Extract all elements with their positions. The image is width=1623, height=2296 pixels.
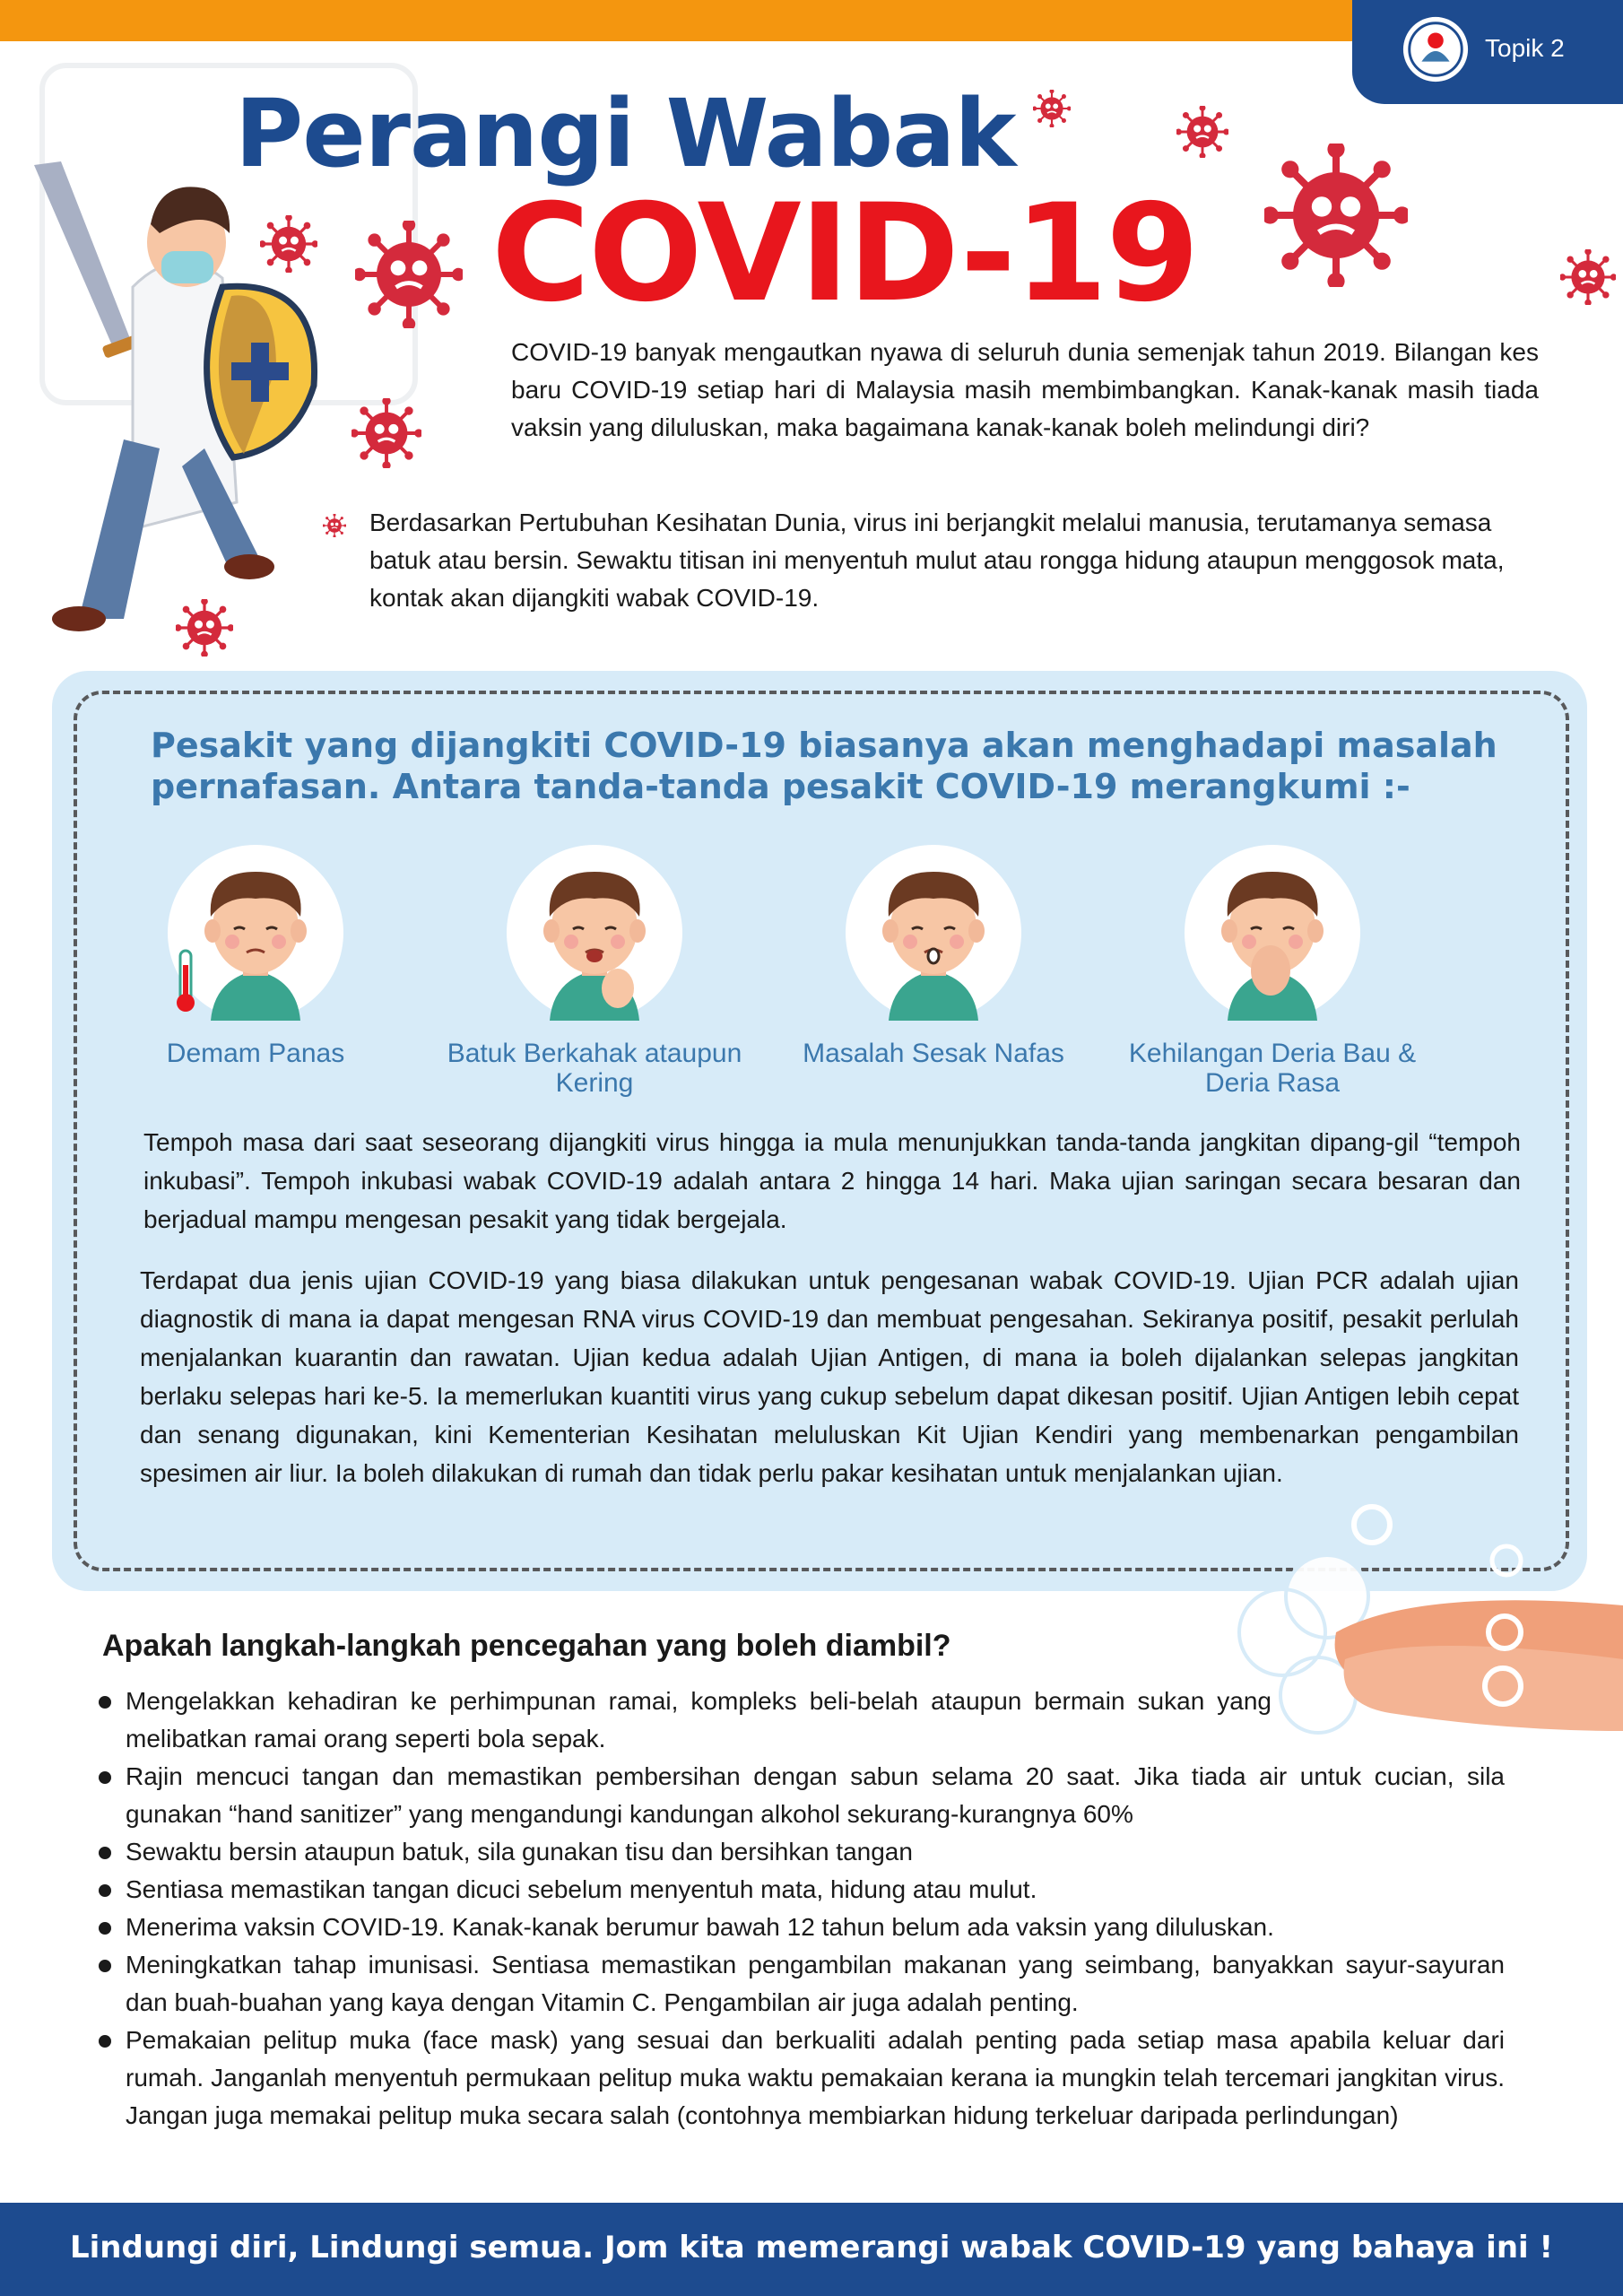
title-line-2: COVID-19: [491, 176, 1198, 332]
symptoms-heading: Pesakit yang dijangkiti COVID-19 biasanya akan menghadapi masalah pernafasan. Antara tanda-tanda pesakit COVID-19 merangkumi :-: [151, 726, 1497, 806]
symptom-card: [86, 845, 425, 1068]
symptom-card: [425, 845, 764, 1098]
who-transmission-note: Berdasarkan Pertubuhan Kesihatan Dunia, virus ini berjangkit melalui manusia, terutamanya semasa batuk atau bersin. Sewaktu titisan ini menyentuh mulut atau rongga hidung ataupun menggosok mata, kontak akan dijangkiti wabak COVID-19.: [369, 509, 1505, 612]
prevention-item: Menerima vaksin COVID-19. Kanak-kanak berumur bawah 12 tahun belum ada vaksin yang diluluskan.: [99, 1909, 1505, 1946]
fever-boy-icon: [168, 845, 343, 1021]
virus-icon: [1033, 90, 1071, 127]
symptom-card: [1103, 845, 1442, 1098]
symptom-label: Demam Panas: [166, 1039, 345, 1068]
title-line-1: Perangi Wabak: [235, 79, 1016, 188]
topic-label: Topik 2: [1485, 34, 1565, 62]
prevention-item: Sewaktu bersin ataupun batuk, sila gunakan tisu dan bersihkan tangan: [99, 1833, 1505, 1871]
symptom-illustration: [507, 845, 682, 1021]
prevention-list: [99, 1683, 1505, 2135]
organization-logo-icon: [1401, 14, 1471, 84]
symptom-illustration: [168, 845, 343, 1021]
incubation-paragraph: Tempoh masa dari saat seseorang dijangkiti virus hingga ia mula menunjukkan tanda-tanda jangkitan dipang-gil “tempoh inkubasi”. Tempoh inkubasi wabak COVID-19 adalah antara 2 hingga 14 hari. Maka ujian saringan secara besaran dan berjadual mampu mengesan pesakit yang tidak bergejala.: [143, 1128, 1521, 1233]
symptom-illustration: [846, 845, 1021, 1021]
virus-icon: [1176, 106, 1228, 158]
symptom-label: Batuk Berkahak ataupun Kering: [447, 1039, 742, 1098]
prevention-item: Sentiasa memastikan tangan dicuci sebelum menyentuh mata, hidung atau mulut.: [99, 1871, 1505, 1909]
prevention-item: Mengelakkan kehadiran ke perhimpunan ramai, kompleks beli-belah ataupun bermain sukan yang melibatkan ramai orang seperti bola sepak.: [99, 1683, 1271, 1758]
loss-of-smell-boy-icon: [1185, 845, 1360, 1021]
virus-icon: [352, 398, 421, 468]
virus-icon: [1264, 144, 1408, 287]
symptom-card: [764, 845, 1103, 1068]
prevention-heading: Apakah langkah-langkah pencegahan yang boleh diambil?: [102, 1629, 951, 1663]
tests-paragraph: Terdapat dua jenis ujian COVID-19 yang biasa dilakukan untuk pengesanan wabak COVID-19. Ujian PCR adalah ujian diagnostik di mana ia dapat mengesan RNA virus COVID-19 dan membuat pengesahan. Sekiranya positif, pesakit perlulah menjalankan kuarantin dan rawatan. Ujian kedua adalah Ujian Antigen, di mana ia boleh dijalankan selepas jangkitan berlaku selepas hari ke-5. Ia memerlukan kuantiti virus yang cukup sebelum dapat dikesan positif. Ujian Antigen lebih cepat dan senang digunakan, kini Kementerian Kesihatan meluluskan Kit Ujian Kendiri yang membenarkan pengambilan spesimen air liur. Ia boleh dilakukan di rumah dan tidak perlu pakar kesihatan untuk menjalankan ujian.: [140, 1266, 1519, 1487]
virus-icon: [355, 221, 463, 328]
intro-paragraph: COVID-19 banyak mengautkan nyawa di seluruh dunia semenjak tahun 2019. Bilangan kes baru COVID-19 setiap hari di Malaysia masih membimbangkan. Kanak-kanak masih tiada vaksin yang diluluskan, maka bagaimana kanak-kanak boleh melindungi diri?: [511, 338, 1539, 441]
cough-boy-icon: [507, 845, 682, 1021]
prevention-item: Meningkatkan tahap imunisasi. Sentiasa memastikan pengambilan makanan yang seimbang, banyakkan sayur-sayuran dan buah-buahan yang kaya dengan Vitamin C. Pengambilan air juga adalah penting.: [99, 1946, 1505, 2022]
symptom-illustration: [1185, 845, 1360, 1021]
virus-icon: [1560, 249, 1616, 305]
breathless-boy-icon: [846, 845, 1021, 1021]
prevention-item: Pemakaian pelitup muka (face mask) yang sesuai dan berkualiti adalah penting pada setiap masa apabila keluar dari rumah. Janganlah menyentuh permukaan pelitup muka waktu pemakaian kerana ia mungkin telah tercemari jangkitan virus. Jangan juga memakai pelitup muka secara salah (contohnya membiarkan hidung terkeluar daripada perlindungan): [99, 2022, 1505, 2135]
doctor-hero-illustration: [25, 152, 330, 637]
top-orange-bar: [0, 0, 1354, 41]
symptom-label: Kehilangan Deria Bau & Deria Rasa: [1128, 1039, 1417, 1098]
footer-slogan: Lindungi diri, Lindungi semua. Jom kita memerangi wabak COVID-19 yang bahaya ini !: [69, 2230, 1554, 2266]
virus-bullet-icon: [323, 514, 346, 537]
symptom-label: Masalah Sesak Nafas: [803, 1039, 1064, 1068]
prevention-item: Rajin mencuci tangan dan memastikan pembersihan dengan sabun selama 20 saat. Jika tiada air untuk cucian, sila gunakan “hand sanitizer” yang mengandungi kandungan alkohol sekurang-kurangnya 60%: [99, 1758, 1505, 1833]
